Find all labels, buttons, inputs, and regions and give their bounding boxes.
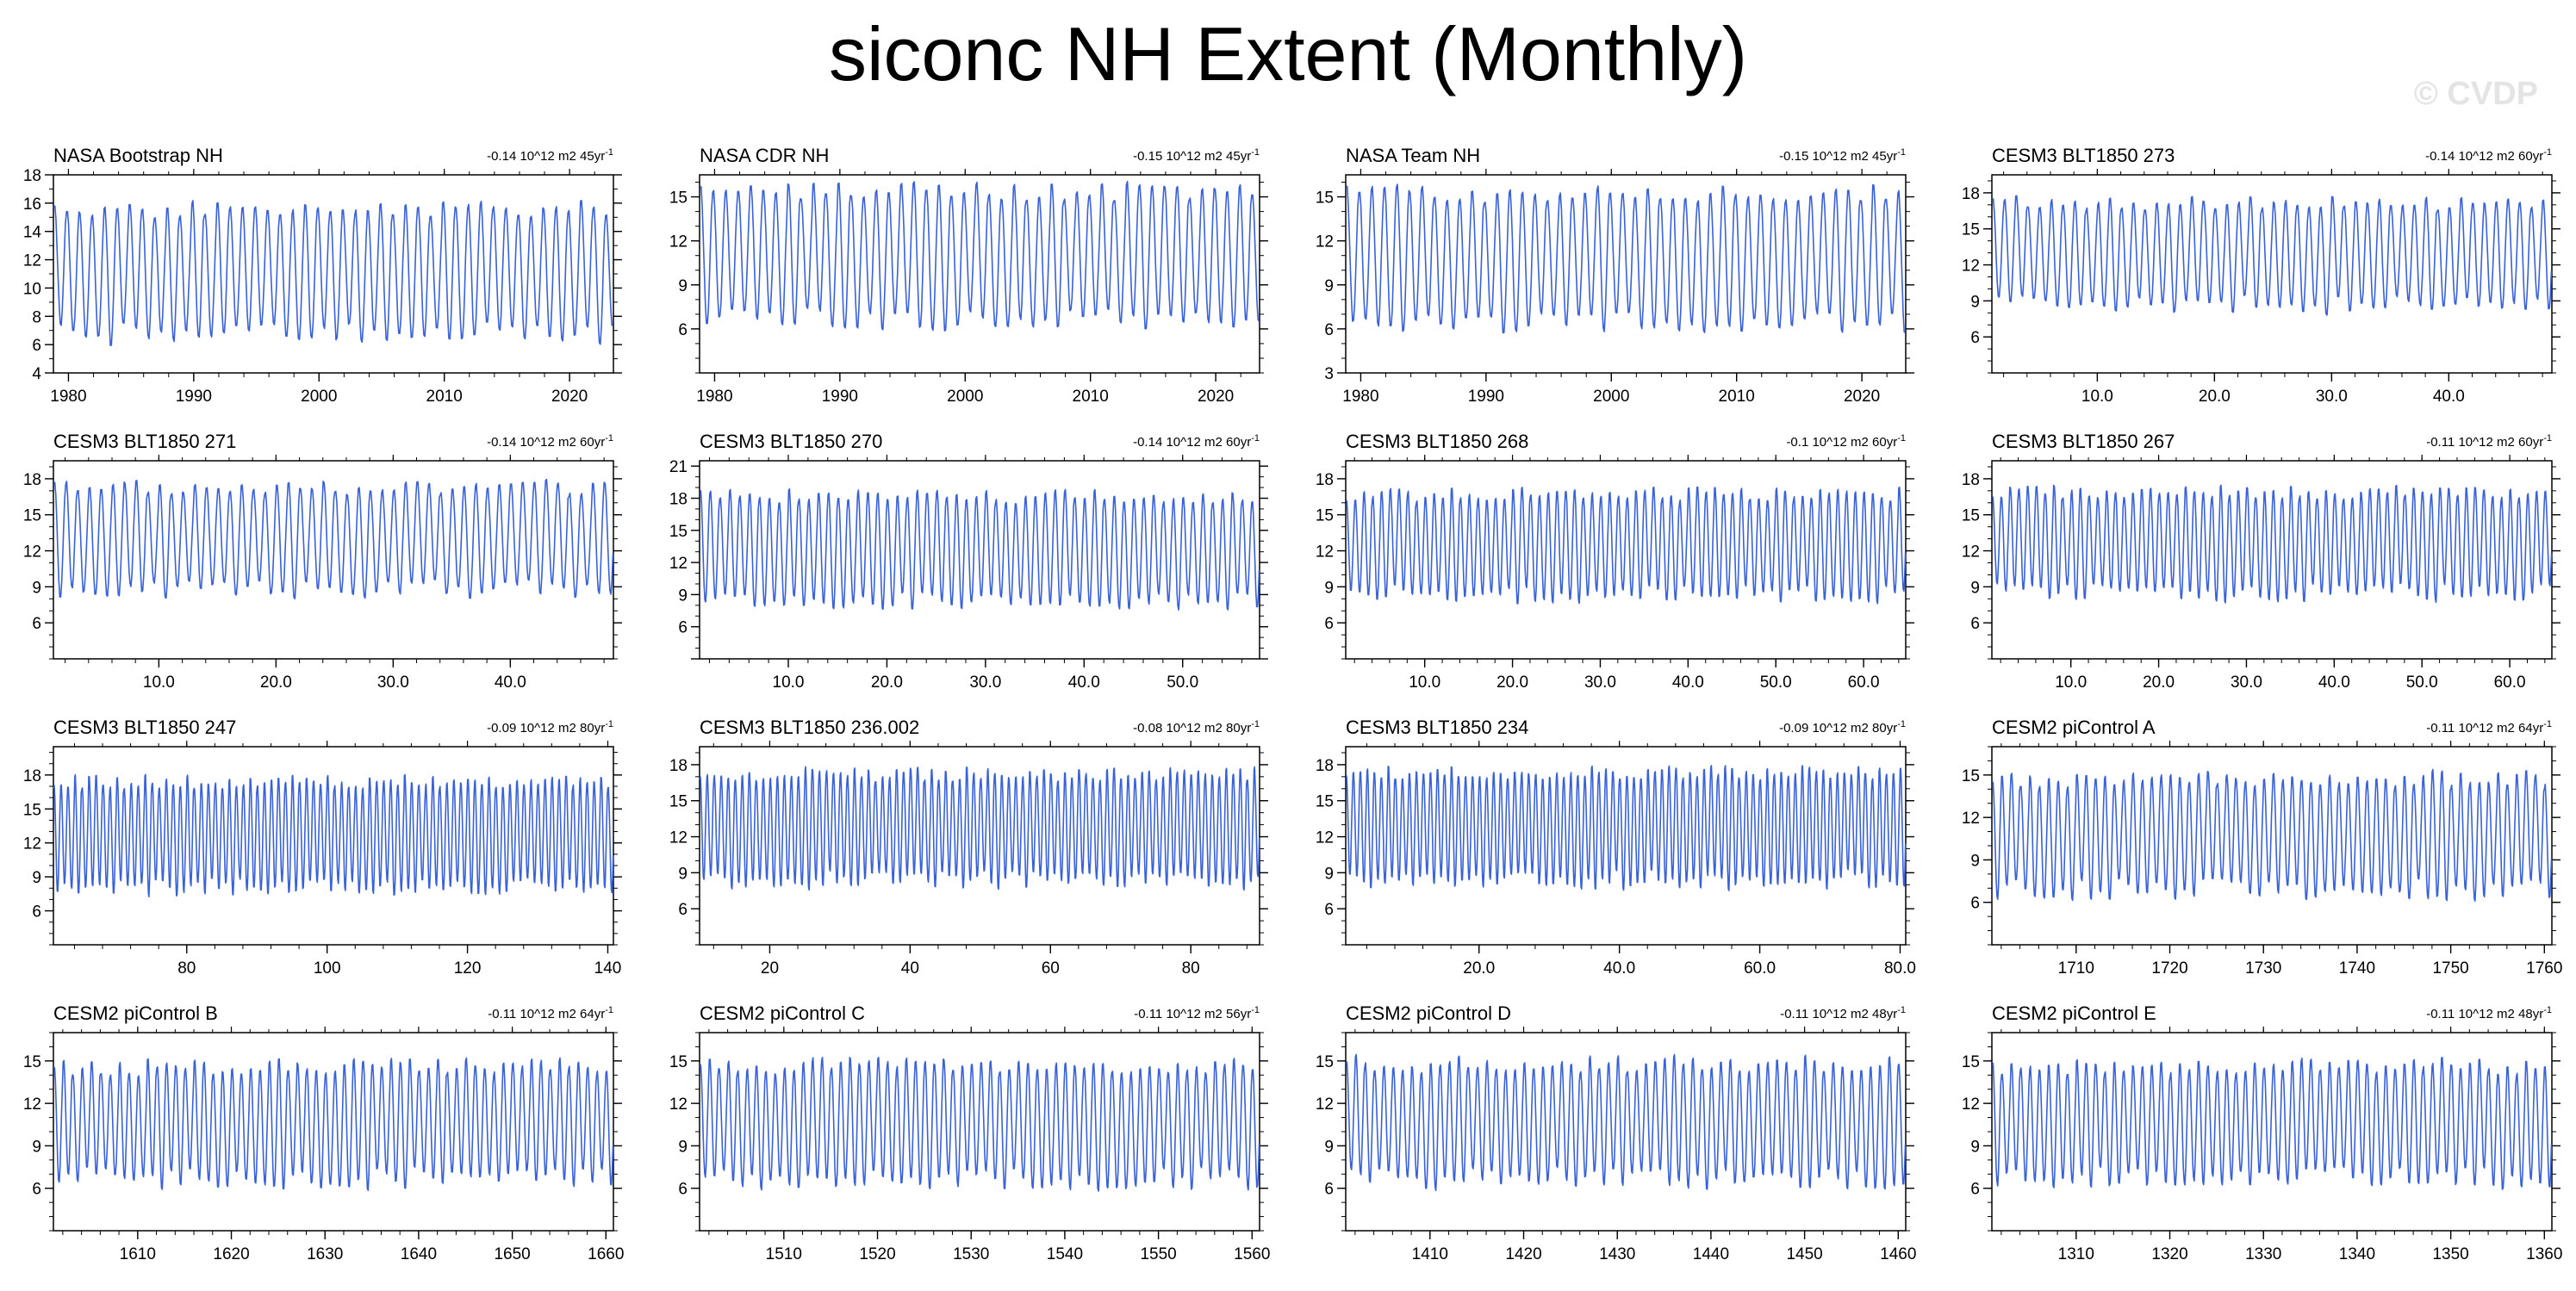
y-tick-label: 21 <box>669 458 688 477</box>
x-tick-label: 1740 <box>2338 959 2376 978</box>
trend-value: -0.09 10^12 m2 80yr <box>1779 721 1898 735</box>
panel-title: CESM3 BLT1850 273 <box>1992 145 2175 166</box>
trend-unit-exponent: -1 <box>1897 719 1906 729</box>
x-tick-label: 1730 <box>2245 959 2282 978</box>
y-tick-label: 12 <box>22 1095 41 1114</box>
x-tick-label: 120 <box>453 959 482 978</box>
x-tick-label: 10.0 <box>2081 388 2113 406</box>
y-tick-label: 9 <box>1970 579 1980 598</box>
x-tick-label: 1350 <box>2432 1245 2469 1263</box>
y-tick-label: 9 <box>678 1138 688 1157</box>
y-tick-label: 9 <box>1970 852 1980 871</box>
x-tick-label: 1610 <box>119 1245 156 1263</box>
trend-unit-exponent: -1 <box>1897 147 1906 158</box>
x-tick-label: 80.0 <box>1883 959 1916 978</box>
y-tick-label: 6 <box>1970 1180 1980 1199</box>
y-tick-label: 12 <box>1315 543 1334 562</box>
x-tick-label: 1530 <box>953 1245 990 1263</box>
panel-title: CESM3 BLT1850 267 <box>1992 431 2175 452</box>
trend-unit-exponent: -1 <box>2543 433 2552 444</box>
y-tick-label: 12 <box>1961 257 1980 276</box>
trend-value: -0.11 10^12 m2 56yr <box>1134 1007 1252 1021</box>
x-tick-label: 30.0 <box>2315 388 2348 406</box>
panel-title: CESM3 BLT1850 270 <box>700 431 883 452</box>
y-tick-label: 6 <box>1324 1180 1334 1199</box>
trend-value: -0.14 10^12 m2 60yr <box>487 435 606 450</box>
panel-title: CESM2 piControl A <box>1992 717 2156 738</box>
x-tick-label: 50.0 <box>1167 673 1199 692</box>
panel-title: CESM2 piControl D <box>1346 1002 1511 1024</box>
trend-value: -0.14 10^12 m2 45yr <box>487 149 606 164</box>
y-tick-label: 16 <box>22 195 41 214</box>
x-tick-label: 30.0 <box>1584 673 1616 692</box>
trend-unit-exponent: -1 <box>1251 433 1260 444</box>
x-tick-label: 30.0 <box>376 673 409 692</box>
panel-title: CESM2 piControl E <box>1992 1002 2156 1024</box>
y-tick-label: 9 <box>678 865 688 884</box>
x-tick-label: 80 <box>177 959 196 978</box>
panel-title: NASA Team NH <box>1346 145 1481 166</box>
x-tick-label: 1340 <box>2338 1245 2376 1263</box>
x-tick-label: 2020 <box>1197 388 1235 406</box>
x-tick-label: 1440 <box>1692 1245 1730 1263</box>
trend-value: -0.11 10^12 m2 48yr <box>1780 1007 1898 1021</box>
x-tick-label: 1430 <box>1599 1245 1636 1263</box>
y-tick-label: 6 <box>32 903 41 922</box>
y-tick-label: 18 <box>1961 184 1980 203</box>
trend-value: -0.1 10^12 m2 60yr <box>1786 435 1898 450</box>
y-tick-label: 12 <box>1315 829 1334 847</box>
y-tick-label: 15 <box>1315 189 1334 208</box>
y-tick-label: 9 <box>1324 865 1334 884</box>
trend-value: -0.14 10^12 m2 60yr <box>2425 149 2544 164</box>
y-tick-label: 12 <box>669 1095 688 1114</box>
y-tick-label: 6 <box>1970 329 1980 348</box>
x-tick-label: 2000 <box>947 388 984 406</box>
x-tick-label: 30.0 <box>969 673 1002 692</box>
x-tick-label: 10.0 <box>1409 673 1441 692</box>
trend-annotation <box>2426 1005 2552 1021</box>
y-tick-label: 9 <box>1324 276 1334 295</box>
x-tick-label: 1560 <box>1234 1245 1271 1263</box>
trend-value: -0.11 10^12 m2 64yr <box>488 1007 606 1021</box>
y-tick-label: 12 <box>669 233 688 251</box>
x-tick-label: 10.0 <box>772 673 805 692</box>
y-tick-label: 12 <box>22 543 41 562</box>
trend-value: -0.14 10^12 m2 60yr <box>1133 435 1252 450</box>
y-tick-label: 18 <box>1315 756 1334 775</box>
x-tick-label: 1460 <box>1880 1245 1917 1263</box>
y-tick-label: 6 <box>678 1180 688 1199</box>
x-tick-label: 60.0 <box>1847 673 1880 692</box>
panel-title: CESM3 BLT1850 236.002 <box>700 717 920 738</box>
y-tick-label: 3 <box>1324 365 1334 383</box>
x-tick-label: 20.0 <box>2143 673 2175 692</box>
x-tick-label: 10.0 <box>142 673 175 692</box>
panel-title: CESM3 BLT1850 247 <box>53 717 237 738</box>
x-tick-label: 1520 <box>859 1245 896 1263</box>
x-tick-label: 1980 <box>50 388 87 406</box>
x-tick-label: 1320 <box>2151 1245 2188 1263</box>
panel-title: CESM3 BLT1850 234 <box>1346 717 1529 738</box>
panel-title: CESM3 BLT1850 268 <box>1346 431 1529 452</box>
y-tick-label: 6 <box>32 337 41 356</box>
x-tick-label: 20 <box>760 959 780 978</box>
figure-title: siconc NH Extent (Monthly) <box>828 11 1748 96</box>
x-tick-label: 2020 <box>1843 388 1881 406</box>
y-tick-label: 15 <box>22 801 41 820</box>
panel-title: CESM2 piControl C <box>700 1002 865 1024</box>
x-tick-label: 1990 <box>821 388 859 406</box>
y-tick-label: 18 <box>669 490 688 509</box>
y-tick-label: 12 <box>22 251 41 270</box>
y-tick-label: 15 <box>1961 767 1980 785</box>
x-tick-label: 2010 <box>1072 388 1109 406</box>
x-tick-label: 1710 <box>2057 959 2094 978</box>
y-tick-label: 15 <box>1961 1052 1980 1071</box>
y-tick-label: 18 <box>22 767 41 785</box>
x-tick-label: 60 <box>1041 959 1060 978</box>
y-tick-label: 15 <box>1961 220 1980 239</box>
x-tick-label: 40.0 <box>1603 959 1636 978</box>
x-tick-label: 1310 <box>2057 1245 2094 1263</box>
trend-unit-exponent: -1 <box>605 719 613 729</box>
y-tick-label: 9 <box>1324 1138 1334 1157</box>
x-tick-label: 1650 <box>494 1245 531 1263</box>
x-tick-label: 50.0 <box>2405 673 2438 692</box>
y-tick-label: 6 <box>1324 320 1334 339</box>
x-tick-label: 40.0 <box>494 673 526 692</box>
x-tick-label: 1980 <box>696 388 733 406</box>
x-tick-label: 2010 <box>1718 388 1755 406</box>
x-tick-label: 20.0 <box>870 673 903 692</box>
y-tick-label: 15 <box>1315 1052 1334 1071</box>
y-tick-label: 15 <box>1315 792 1334 811</box>
panel-title: NASA CDR NH <box>700 145 830 166</box>
trend-unit-exponent: -1 <box>1897 1005 1906 1015</box>
trend-unit-exponent: -1 <box>2543 147 2552 158</box>
y-tick-label: 9 <box>678 587 688 605</box>
x-tick-label: 140 <box>594 959 622 978</box>
x-tick-label: 1640 <box>400 1245 438 1263</box>
x-tick-label: 1330 <box>2245 1245 2282 1263</box>
x-tick-label: 40.0 <box>2318 673 2350 692</box>
y-tick-label: 18 <box>669 756 688 775</box>
y-tick-label: 6 <box>1324 901 1334 920</box>
trend-value: -0.11 10^12 m2 60yr <box>2426 435 2544 450</box>
y-tick-label: 12 <box>1315 1095 1334 1114</box>
y-tick-label: 6 <box>32 1180 41 1199</box>
y-tick-label: 15 <box>669 792 688 811</box>
trend-value: -0.15 10^12 m2 45yr <box>1779 149 1898 164</box>
x-tick-label: 100 <box>313 959 341 978</box>
series-line <box>1993 1058 2552 1189</box>
trend-value: -0.11 10^12 m2 48yr <box>2426 1007 2544 1021</box>
y-tick-label: 9 <box>1324 579 1334 598</box>
x-tick-label: 1990 <box>1467 388 1505 406</box>
y-tick-label: 9 <box>32 869 41 888</box>
y-tick-label: 18 <box>22 470 41 489</box>
y-tick-label: 12 <box>1961 543 1980 562</box>
x-tick-label: 50.0 <box>1759 673 1792 692</box>
y-tick-label: 9 <box>678 276 688 295</box>
trend-value: -0.08 10^12 m2 80yr <box>1133 721 1252 735</box>
x-tick-label: 20.0 <box>2198 388 2231 406</box>
x-tick-label: 1750 <box>2432 959 2469 978</box>
x-tick-label: 2020 <box>551 388 588 406</box>
trend-unit-exponent: -1 <box>605 1005 613 1015</box>
y-tick-label: 6 <box>1970 615 1980 634</box>
x-tick-label: 1630 <box>307 1245 344 1263</box>
x-tick-label: 40 <box>900 959 919 978</box>
x-tick-label: 1980 <box>1342 388 1379 406</box>
x-tick-label: 30.0 <box>2230 673 2262 692</box>
trend-unit-exponent: -1 <box>1251 719 1260 729</box>
x-tick-label: 60.0 <box>2493 673 2526 692</box>
y-tick-label: 12 <box>22 835 41 853</box>
y-tick-label: 14 <box>22 223 41 242</box>
x-tick-label: 1360 <box>2526 1245 2563 1263</box>
x-tick-label: 40.0 <box>1067 673 1100 692</box>
y-tick-label: 9 <box>1970 1138 1980 1157</box>
x-tick-label: 1540 <box>1046 1245 1084 1263</box>
y-tick-label: 4 <box>32 365 41 383</box>
panel-title: CESM2 piControl B <box>53 1002 218 1024</box>
y-tick-label: 10 <box>22 280 41 299</box>
trend-value: -0.09 10^12 m2 80yr <box>487 721 606 735</box>
trend-unit-exponent: -1 <box>1897 433 1906 444</box>
x-tick-label: 60.0 <box>1744 959 1776 978</box>
y-tick-label: 12 <box>1961 810 1980 829</box>
panel-title: CESM3 BLT1850 271 <box>53 431 237 452</box>
x-tick-label: 20.0 <box>1463 959 1496 978</box>
cvdp-watermark: © CVDP <box>2413 76 2538 112</box>
trend-unit-exponent: -1 <box>605 433 613 444</box>
x-tick-label: 20.0 <box>1496 673 1529 692</box>
y-tick-label: 15 <box>22 506 41 525</box>
x-tick-label: 40.0 <box>2432 388 2465 406</box>
x-tick-label: 1510 <box>765 1245 802 1263</box>
x-tick-label: 1420 <box>1505 1245 1542 1263</box>
y-tick-label: 15 <box>1315 506 1334 525</box>
y-tick-label: 15 <box>669 189 688 208</box>
y-tick-label: 6 <box>678 618 688 637</box>
y-tick-label: 6 <box>1970 894 1980 913</box>
y-tick-label: 18 <box>1315 470 1334 489</box>
y-tick-label: 12 <box>669 555 688 574</box>
x-tick-label: 1410 <box>1411 1245 1448 1263</box>
y-tick-label: 9 <box>32 579 41 598</box>
trend-unit-exponent: -1 <box>2543 1005 2552 1015</box>
y-tick-label: 12 <box>1315 233 1334 251</box>
x-tick-label: 20.0 <box>259 673 292 692</box>
y-tick-label: 8 <box>32 308 41 327</box>
x-tick-label: 80 <box>1181 959 1200 978</box>
y-tick-label: 6 <box>1324 615 1334 634</box>
y-tick-label: 15 <box>669 522 688 541</box>
trend-unit-exponent: -1 <box>2543 719 2552 729</box>
trend-value: -0.11 10^12 m2 64yr <box>2426 721 2544 735</box>
x-tick-label: 1620 <box>213 1245 250 1263</box>
y-tick-label: 15 <box>22 1052 41 1071</box>
x-tick-label: 2000 <box>1593 388 1630 406</box>
y-tick-label: 12 <box>1961 1095 1980 1114</box>
x-tick-label: 40.0 <box>1671 673 1704 692</box>
x-tick-label: 1450 <box>1786 1245 1823 1263</box>
x-tick-label: 2000 <box>301 388 338 406</box>
y-tick-label: 18 <box>1961 470 1980 489</box>
x-tick-label: 1720 <box>2151 959 2188 978</box>
y-tick-label: 6 <box>678 320 688 339</box>
trend-value: -0.15 10^12 m2 45yr <box>1133 149 1252 164</box>
y-tick-label: 12 <box>669 829 688 847</box>
x-tick-label: 2010 <box>426 388 463 406</box>
trend-unit-exponent: -1 <box>1251 147 1260 158</box>
x-tick-label: 10.0 <box>2055 673 2088 692</box>
y-tick-label: 18 <box>22 167 41 185</box>
x-tick-label: 1550 <box>1140 1245 1177 1263</box>
x-tick-label: 1760 <box>2526 959 2563 978</box>
y-tick-label: 6 <box>32 615 41 634</box>
trend-unit-exponent: -1 <box>1251 1005 1260 1015</box>
x-tick-label: 1660 <box>588 1245 625 1263</box>
y-tick-label: 15 <box>669 1052 688 1071</box>
y-tick-label: 15 <box>1961 506 1980 525</box>
x-tick-label: 1990 <box>175 388 213 406</box>
y-tick-label: 9 <box>32 1138 41 1157</box>
panel-title: NASA Bootstrap NH <box>53 145 223 166</box>
y-tick-label: 9 <box>1970 293 1980 312</box>
trend-unit-exponent: -1 <box>605 147 613 158</box>
y-tick-label: 6 <box>678 901 688 920</box>
